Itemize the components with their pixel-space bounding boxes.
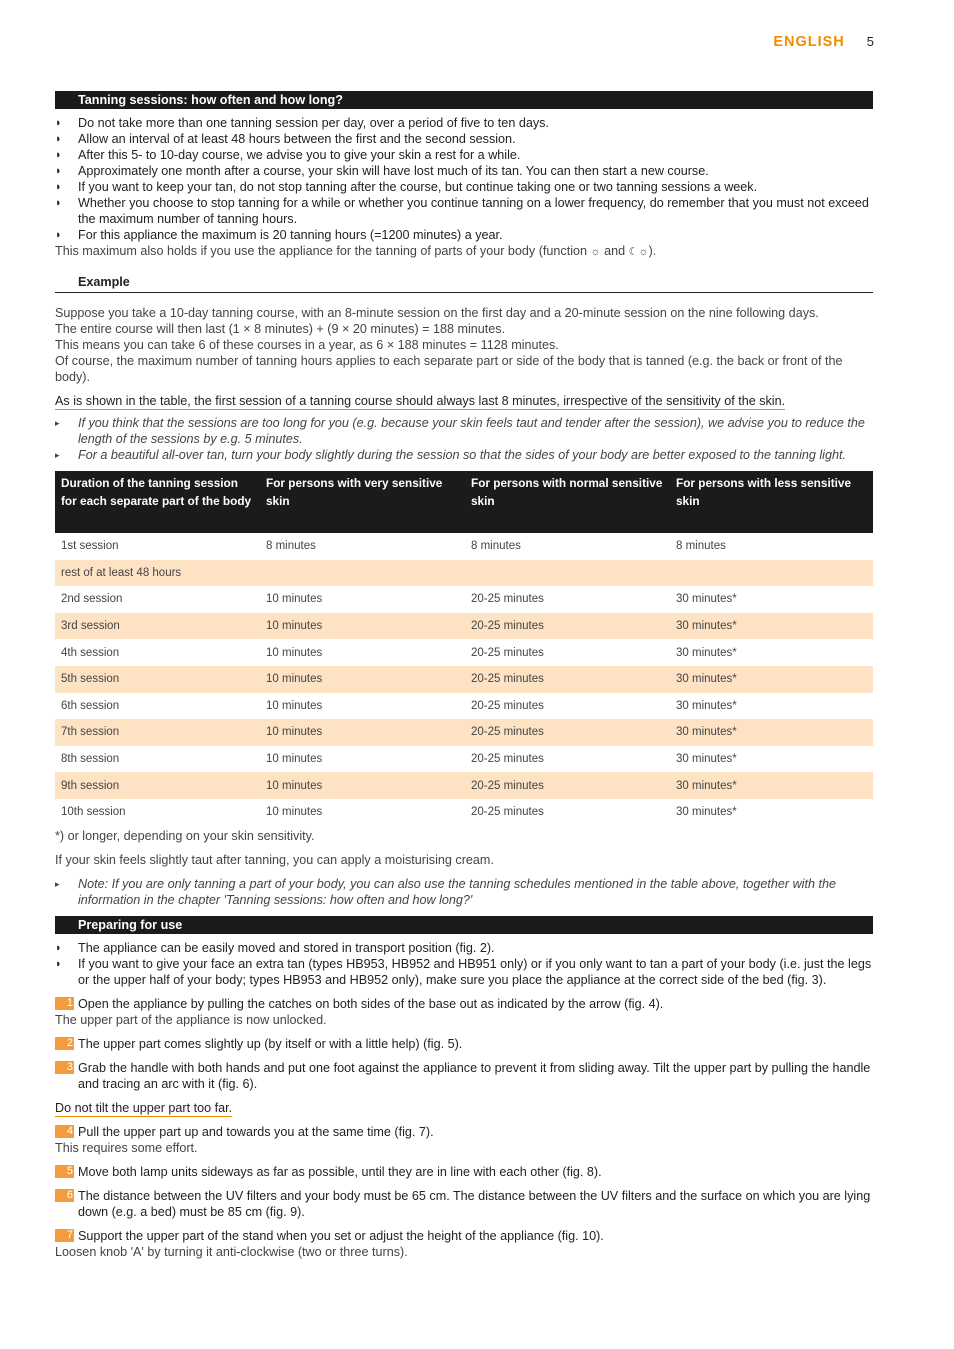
paragraph: This means you can take 6 of these courses in a year, as 6 × 188 minutes = 1128 minutes. [55, 338, 559, 352]
table-cell [260, 560, 465, 587]
table-cell: 30 minutes* [670, 772, 873, 799]
maximum-note [55, 243, 873, 260]
table-cell: 20-25 minutes [471, 699, 544, 712]
table-cell: 10 minutes [266, 806, 323, 819]
step-3 [55, 1060, 873, 1092]
table-cell: 30 minutes* [676, 753, 737, 766]
table-cell: 20-25 minutes [465, 719, 670, 746]
table-cell: 20-25 minutes [465, 613, 670, 640]
table-cell: 30 minutes* [676, 593, 737, 606]
first-session-warning [55, 393, 873, 409]
note-text: and [600, 244, 629, 258]
table-cell: 20-25 minutes [471, 646, 544, 659]
table-cell: 30 minutes* [670, 613, 873, 640]
table-cell: 20-25 minutes [471, 753, 544, 766]
table-cell: 30 minutes* [676, 806, 737, 819]
note-item: ▸ Note: If you are only tanning a part of your body, you can also use the tanning schedules mentioned in the table above, together with the information in the chapter 'Tanning sessions: how often and how long?' [55, 876, 873, 908]
table-cell: 10 minutes [266, 699, 323, 712]
table-row [55, 666, 873, 693]
tanning-schedule-table [55, 471, 873, 826]
step-note: This requires some effort. [55, 1140, 198, 1155]
note-list [55, 876, 873, 908]
step-number-badge: 4 [55, 1125, 74, 1138]
list-item: ◗ Allow an interval of at least 48 hours between the first and the second session. [55, 131, 873, 147]
table-cell: 10 minutes [260, 613, 465, 640]
step-number-badge: 2 [55, 1037, 74, 1050]
table-cell: 20-25 minutes [465, 666, 670, 693]
step-2 [55, 1036, 873, 1052]
paragraph: The entire course will then last (1 × 8 minutes) + (9 × 20 minutes) = 188 minutes. [55, 322, 506, 336]
table-cell: 10th session [61, 806, 126, 819]
tip-item: ▸ For a beautiful all-over tan, turn your body slightly during the session so that the sides of your body are better exposed to the tanning light. [55, 447, 873, 463]
table-cell: 30 minutes* [676, 646, 737, 659]
tip-item: ▸ If you think that the sessions are too long for you (e.g. because your skin feels taut and tender after the session), we advise you to reduce the length of the sessions by e.g. 5 minutes. [55, 415, 873, 447]
table-cell: 10 minutes [266, 753, 323, 766]
table-cell: 7th session [55, 719, 260, 746]
table-header-row [55, 471, 873, 533]
moon-sun-icon: ☾☼ [628, 246, 649, 258]
page-header [773, 34, 874, 50]
column-header: For persons with normal sensitive skin [465, 471, 670, 533]
step-note: Loosen knob 'A' by turning it anti-clockwise (two or three turns). [55, 1244, 408, 1259]
step-6 [55, 1188, 873, 1220]
step-4 [55, 1124, 873, 1140]
table-cell: 5th session [55, 666, 260, 693]
example-paragraphs [55, 305, 873, 385]
table-row [55, 639, 873, 666]
step-text: Support the upper part of the stand when you set or adjust the height of the appliance (fig. 10). [78, 1228, 604, 1243]
table-row [55, 533, 873, 560]
list-item: ◗ The appliance can be easily moved and stored in transport position (fig. 2). [55, 940, 873, 956]
step-number-badge: 3 [55, 1061, 74, 1074]
paragraph: Suppose you take a 10-day tanning course, with an 8-minute session on the first day and a 20-minute session on the nine following days. [55, 306, 819, 320]
tilt-warning [55, 1100, 873, 1116]
table-cell: 30 minutes* [670, 719, 873, 746]
step-number-badge: 7 [55, 1229, 74, 1242]
table-row [55, 772, 873, 799]
warning-text: As is shown in the table, the first session of a tanning course should always last 8 minutes, irrespective of the sensitivity of the skin. [55, 394, 786, 408]
table-cell: 10 minutes [260, 772, 465, 799]
step-text: Grab the handle with both hands and put one foot against the appliance to prevent it from sliding away. Tilt the upper part by pulling the handle and tracing an arc with it (fig. 6). [78, 1060, 871, 1091]
table-cell: 8th session [61, 753, 120, 766]
example-heading: Example [55, 272, 873, 293]
table-cell [670, 560, 873, 587]
table-cell: 8 minutes [471, 540, 521, 553]
table-cell: 10 minutes [260, 719, 465, 746]
table-row [55, 719, 873, 746]
table-row [55, 560, 873, 587]
step-text: Pull the upper part up and towards you at the same time (fig. 7). [78, 1124, 434, 1139]
column-header: For persons with less sensitive skin [670, 471, 873, 533]
step-number-badge: 6 [55, 1189, 74, 1202]
column-header: Duration of the tanning session for each separate part of the body [55, 471, 260, 533]
table-cell: 10 minutes [266, 593, 323, 606]
note-text: This maximum also holds if you use the appliance for the tanning of parts of your body (function [55, 244, 591, 258]
table-row [55, 799, 873, 826]
table-cell: 4th session [61, 646, 120, 659]
step-number-badge: 5 [55, 1165, 74, 1178]
example-tips [55, 415, 873, 463]
list-item: ◗ For this appliance the maximum is 20 tanning hours (=1200 minutes) a year. [55, 227, 873, 243]
table-cell: 30 minutes* [676, 699, 737, 712]
tanning-bullet-list [55, 115, 873, 243]
section-heading-tanning-sessions: Tanning sessions: how often and how long? [55, 91, 873, 109]
step-number-badge: 1 [55, 997, 74, 1010]
list-item: ◗ If you want to keep your tan, do not stop tanning after the course, but continue taking one or two tanning sessions a week. [55, 179, 873, 195]
table-cell [465, 560, 670, 587]
table-row [55, 746, 873, 773]
list-item: ◗ After this 5- to 10-day course, we advise you to give your skin a rest for a while. [55, 147, 873, 163]
table-cell: 6th session [61, 699, 120, 712]
warning-text: Do not tilt the upper part too far. [55, 1100, 233, 1115]
list-item: ◗ If you want to give your face an extra tan (types HB953, HB952 and HB951 only) or if you only want to tan a part of your body (i.e. just the legs or the upper half of your body; types HB953 and HB952 only), make sure you place the appliance at the correct side of the bed (fig. 3). [55, 956, 873, 988]
paragraph: Of course, the maximum number of tanning hours applies to each separate part or side of the body that is tanned (e.g. the back or front of the body). [55, 354, 843, 384]
page-number: 5 [866, 34, 874, 49]
table-cell: 3rd session [55, 613, 260, 640]
table-row [55, 613, 873, 640]
table-cell: 20-25 minutes [471, 806, 544, 819]
table-cell: 9th session [55, 772, 260, 799]
table-footnote: *) or longer, depending on your skin sensitivity. [55, 828, 315, 843]
step-1 [55, 996, 873, 1012]
list-item: ◗ Whether you choose to stop tanning for a while or whether you continue tanning on a lower frequency, do remember that you must not exceed the maximum number of tanning hours. [55, 195, 873, 227]
step-text: The upper part comes slightly up (by itself or with a little help) (fig. 5). [78, 1036, 463, 1051]
table-cell: 8 minutes [676, 540, 726, 553]
language-label: ENGLISH [773, 34, 845, 50]
table-cell: 2nd session [61, 593, 123, 606]
table-cell: 8 minutes [266, 540, 316, 553]
table-cell: 20-25 minutes [465, 772, 670, 799]
preparing-bullet-list [55, 940, 873, 988]
table-cell: 10 minutes [266, 646, 323, 659]
moisturise-paragraph: If your skin feels slightly taut after tanning, you can apply a moisturising cream. [55, 852, 494, 867]
column-header: For persons with very sensitive skin [260, 471, 465, 533]
table-cell: 1st session [61, 540, 119, 553]
table-cell: 10 minutes [260, 666, 465, 693]
table-row [55, 586, 873, 613]
note-text: ). [648, 244, 657, 258]
step-text: Move both lamp units sideways as far as possible, until they are in line with each other (fig. 8). [78, 1164, 602, 1179]
step-text: Open the appliance by pulling the catches on both sides of the base out as indicated by the arrow (fig. 4). [78, 996, 664, 1011]
sun-icon: ☼ [590, 246, 601, 258]
page-content [55, 91, 873, 1260]
table-cell: 30 minutes* [670, 666, 873, 693]
section-heading-preparing: Preparing for use [55, 916, 873, 934]
step-text: The distance between the UV filters and your body must be 65 cm. The distance between the UV filters and the surface on which you are lying down (e.g. a bed) must be 85 cm (fig. 9). [78, 1188, 871, 1219]
step-5 [55, 1164, 873, 1180]
step-note: The upper part of the appliance is now unlocked. [55, 1012, 327, 1027]
table-cell: rest of at least 48 hours [55, 560, 260, 587]
table-cell: 20-25 minutes [471, 593, 544, 606]
table-row [55, 693, 873, 720]
step-7 [55, 1228, 873, 1244]
list-item: ◗ Approximately one month after a course, your skin will have lost much of its tan. You can then start a new course. [55, 163, 873, 179]
list-item: ◗ Do not take more than one tanning session per day, over a period of five to ten days. [55, 115, 873, 131]
